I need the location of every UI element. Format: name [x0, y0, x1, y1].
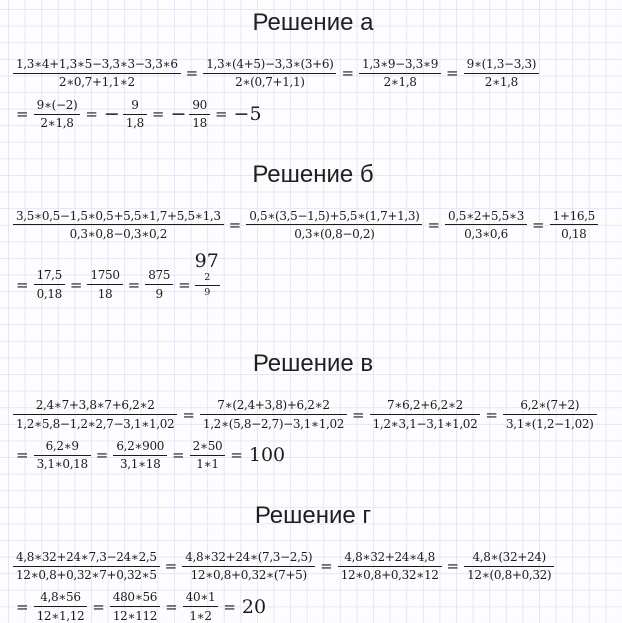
fraction — [464, 550, 554, 583]
fraction — [34, 98, 81, 131]
equals-sign: = — [164, 557, 178, 576]
equals-sign: = — [16, 105, 29, 124]
equals-sign: = — [341, 64, 355, 83]
mixed-number — [195, 249, 220, 320]
numerator: 90 — [192, 97, 207, 112]
fraction — [13, 57, 181, 90]
numerator: 0,5∗2+5,5∗3 — [448, 208, 525, 223]
fraction — [338, 550, 442, 583]
section-title: Решение а — [252, 9, 374, 36]
math-line — [12, 550, 614, 583]
section-g — [12, 502, 614, 623]
equals-sign: = — [151, 105, 165, 124]
fraction — [190, 439, 226, 472]
equals-sign: = — [427, 215, 441, 234]
numerator: 1+16,5 — [552, 208, 595, 223]
math-line — [12, 590, 614, 623]
numerator: 3,5∗0,5−1,5∗0,5+5,5∗1,7+5,5∗1,3 — [16, 208, 221, 223]
numerator: 7∗(2,4+3,8)+6,2∗2 — [217, 398, 330, 413]
denominator: 1,8 — [123, 114, 147, 131]
fraction — [359, 57, 441, 90]
denominator: 2∗1,8 — [359, 73, 441, 90]
denominator: 12∗0,8+0,32∗(7+5) — [182, 566, 315, 583]
section-a — [12, 9, 614, 131]
numerator: 4,8∗32+24∗4,8 — [344, 549, 435, 564]
equals-sign: = — [69, 275, 83, 294]
equals-sign: = — [182, 405, 195, 424]
whole-part: 97 — [194, 250, 219, 273]
section-v — [12, 350, 614, 472]
equals-sign: = — [214, 105, 228, 124]
equals-sign: = — [95, 446, 109, 465]
numerator: 480∗56 — [112, 590, 158, 605]
fraction — [13, 398, 177, 431]
equals-sign: = — [127, 275, 141, 294]
equals-sign: = — [485, 405, 498, 424]
numerator: 9∗(−2) — [36, 97, 78, 112]
fraction — [203, 57, 336, 90]
denominator: 12∗1,12 — [34, 606, 88, 623]
fraction — [200, 398, 347, 431]
denominator: 1∗2 — [183, 606, 219, 623]
equals-sign: = — [228, 215, 242, 234]
equals-sign: = — [85, 105, 98, 124]
numerator: 2,4∗7+3,8∗7+6,2∗2 — [35, 398, 155, 413]
numerator: 1,3∗(4+5)−3,3∗(3+6) — [206, 57, 334, 71]
equals-sign: = — [172, 446, 185, 465]
denominator: 0,3∗0,6 — [445, 224, 527, 241]
math-line — [12, 249, 614, 320]
denominator: 18 — [87, 284, 122, 301]
denominator: 2∗0,7+1,1∗2 — [13, 73, 181, 90]
fraction — [13, 550, 160, 583]
equals-sign: = — [446, 557, 460, 576]
fraction — [145, 268, 173, 301]
fraction — [183, 590, 219, 623]
numerator: 1750 — [90, 268, 120, 283]
math-text: − — [170, 103, 187, 126]
equals-sign: = — [320, 557, 333, 576]
math-line — [12, 398, 614, 431]
denominator: 0,18 — [34, 284, 65, 301]
denominator: 1,2∗(5,8−2,7)−3,1∗1,02 — [200, 414, 347, 431]
fraction — [34, 590, 88, 623]
numerator: 2∗50 — [192, 438, 223, 453]
fraction — [246, 209, 422, 242]
fraction — [189, 98, 210, 131]
denominator: 2∗1,8 — [464, 73, 540, 90]
fraction-part — [195, 272, 220, 298]
denominator: 3,1∗18 — [113, 455, 167, 472]
fraction — [445, 209, 527, 242]
equals-sign: = — [92, 597, 105, 616]
section-title: Решение в — [252, 350, 374, 378]
denominator: 18 — [189, 114, 210, 131]
fraction — [182, 550, 315, 583]
equals-sign: = — [16, 275, 29, 294]
numerator: 4,8∗32+24∗7,3−24∗2,5 — [16, 549, 157, 564]
numerator: 4,8∗(32+24) — [472, 549, 546, 564]
section-title: Решение г — [254, 501, 372, 529]
fraction — [503, 398, 597, 431]
math-line — [12, 209, 614, 242]
fraction — [550, 209, 598, 242]
numerator: 4,8∗32+24∗(7,3−2,5) — [185, 549, 313, 564]
equals-sign: = — [230, 446, 243, 465]
denominator: 0,3∗(0,8−0,2) — [246, 224, 422, 241]
denominator: 1,2∗5,8−1,2∗2,7−3,1∗1,02 — [13, 414, 177, 431]
section-title: Решение б — [252, 160, 374, 188]
fraction — [464, 57, 540, 90]
equals-sign: = — [165, 597, 178, 616]
fraction — [113, 439, 167, 472]
denominator: 2∗(0,7+1,1) — [203, 73, 336, 90]
math-text: −5 — [233, 103, 262, 126]
numerator: 875 — [148, 268, 171, 283]
numerator: 40∗1 — [185, 590, 216, 605]
numerator: 4,8∗56 — [40, 590, 81, 605]
section-b — [12, 161, 614, 321]
denominator: 3,1∗0,18 — [34, 455, 91, 472]
denominator: 2∗1,8 — [34, 114, 81, 131]
numerator: 6,2∗(7+2) — [520, 398, 580, 413]
math-line — [12, 439, 614, 472]
math-text: − — [103, 103, 120, 126]
fraction — [34, 268, 65, 301]
denominator: 9 — [145, 284, 173, 301]
numerator: 6,2∗900 — [116, 438, 165, 453]
numerator: 0,5∗(3,5−1,5)+5,5∗(1,7+1,3) — [249, 208, 420, 223]
fraction — [123, 98, 147, 131]
numerator: 1,3∗9−3,3∗9 — [362, 57, 439, 71]
equals-sign: = — [223, 597, 236, 616]
numerator: 9 — [131, 97, 139, 112]
denominator: 3,1∗(1,2−1,02) — [503, 414, 597, 431]
equals-sign: = — [185, 64, 199, 83]
math-text: 100 — [248, 444, 286, 467]
numerator: 7∗6,2+6,2∗2 — [387, 398, 463, 413]
fraction — [87, 268, 122, 301]
math-text: 20 — [241, 595, 267, 618]
denominator: 1,2∗3,1−3,1∗1,02 — [370, 414, 481, 431]
solution-document — [12, 9, 614, 623]
denominator: 0,18 — [550, 224, 598, 241]
math-line — [12, 57, 614, 90]
equals-sign: = — [532, 215, 545, 234]
equals-sign: = — [178, 275, 191, 294]
numerator: 6,2∗9 — [45, 438, 79, 453]
denominator: 0,3∗0,8−0,3∗0,2 — [13, 224, 224, 241]
numerator: 2 — [204, 272, 211, 284]
fraction — [13, 209, 224, 242]
equals-sign: = — [446, 64, 459, 83]
numerator: 9∗(1,3−3,3) — [466, 57, 537, 71]
denominator: 12∗0,8+0,32∗7+0,32∗5 — [13, 566, 160, 583]
fraction — [370, 398, 481, 431]
numerator: 17,5 — [36, 268, 62, 283]
numerator: 1,3∗4+1,3∗5−3,3∗3−3,3∗6 — [16, 57, 178, 71]
denominator: 12∗(0,8+0,32) — [464, 566, 554, 583]
denominator: 1∗1 — [190, 455, 226, 472]
math-line — [12, 98, 614, 131]
fraction — [110, 590, 160, 623]
fraction — [34, 439, 91, 472]
equals-sign: = — [352, 405, 365, 424]
equals-sign: = — [16, 597, 29, 616]
denominator: 12∗112 — [110, 606, 160, 623]
denominator: 9 — [195, 285, 220, 298]
denominator: 12∗0,8+0,32∗12 — [338, 566, 442, 583]
equals-sign: = — [16, 446, 29, 465]
